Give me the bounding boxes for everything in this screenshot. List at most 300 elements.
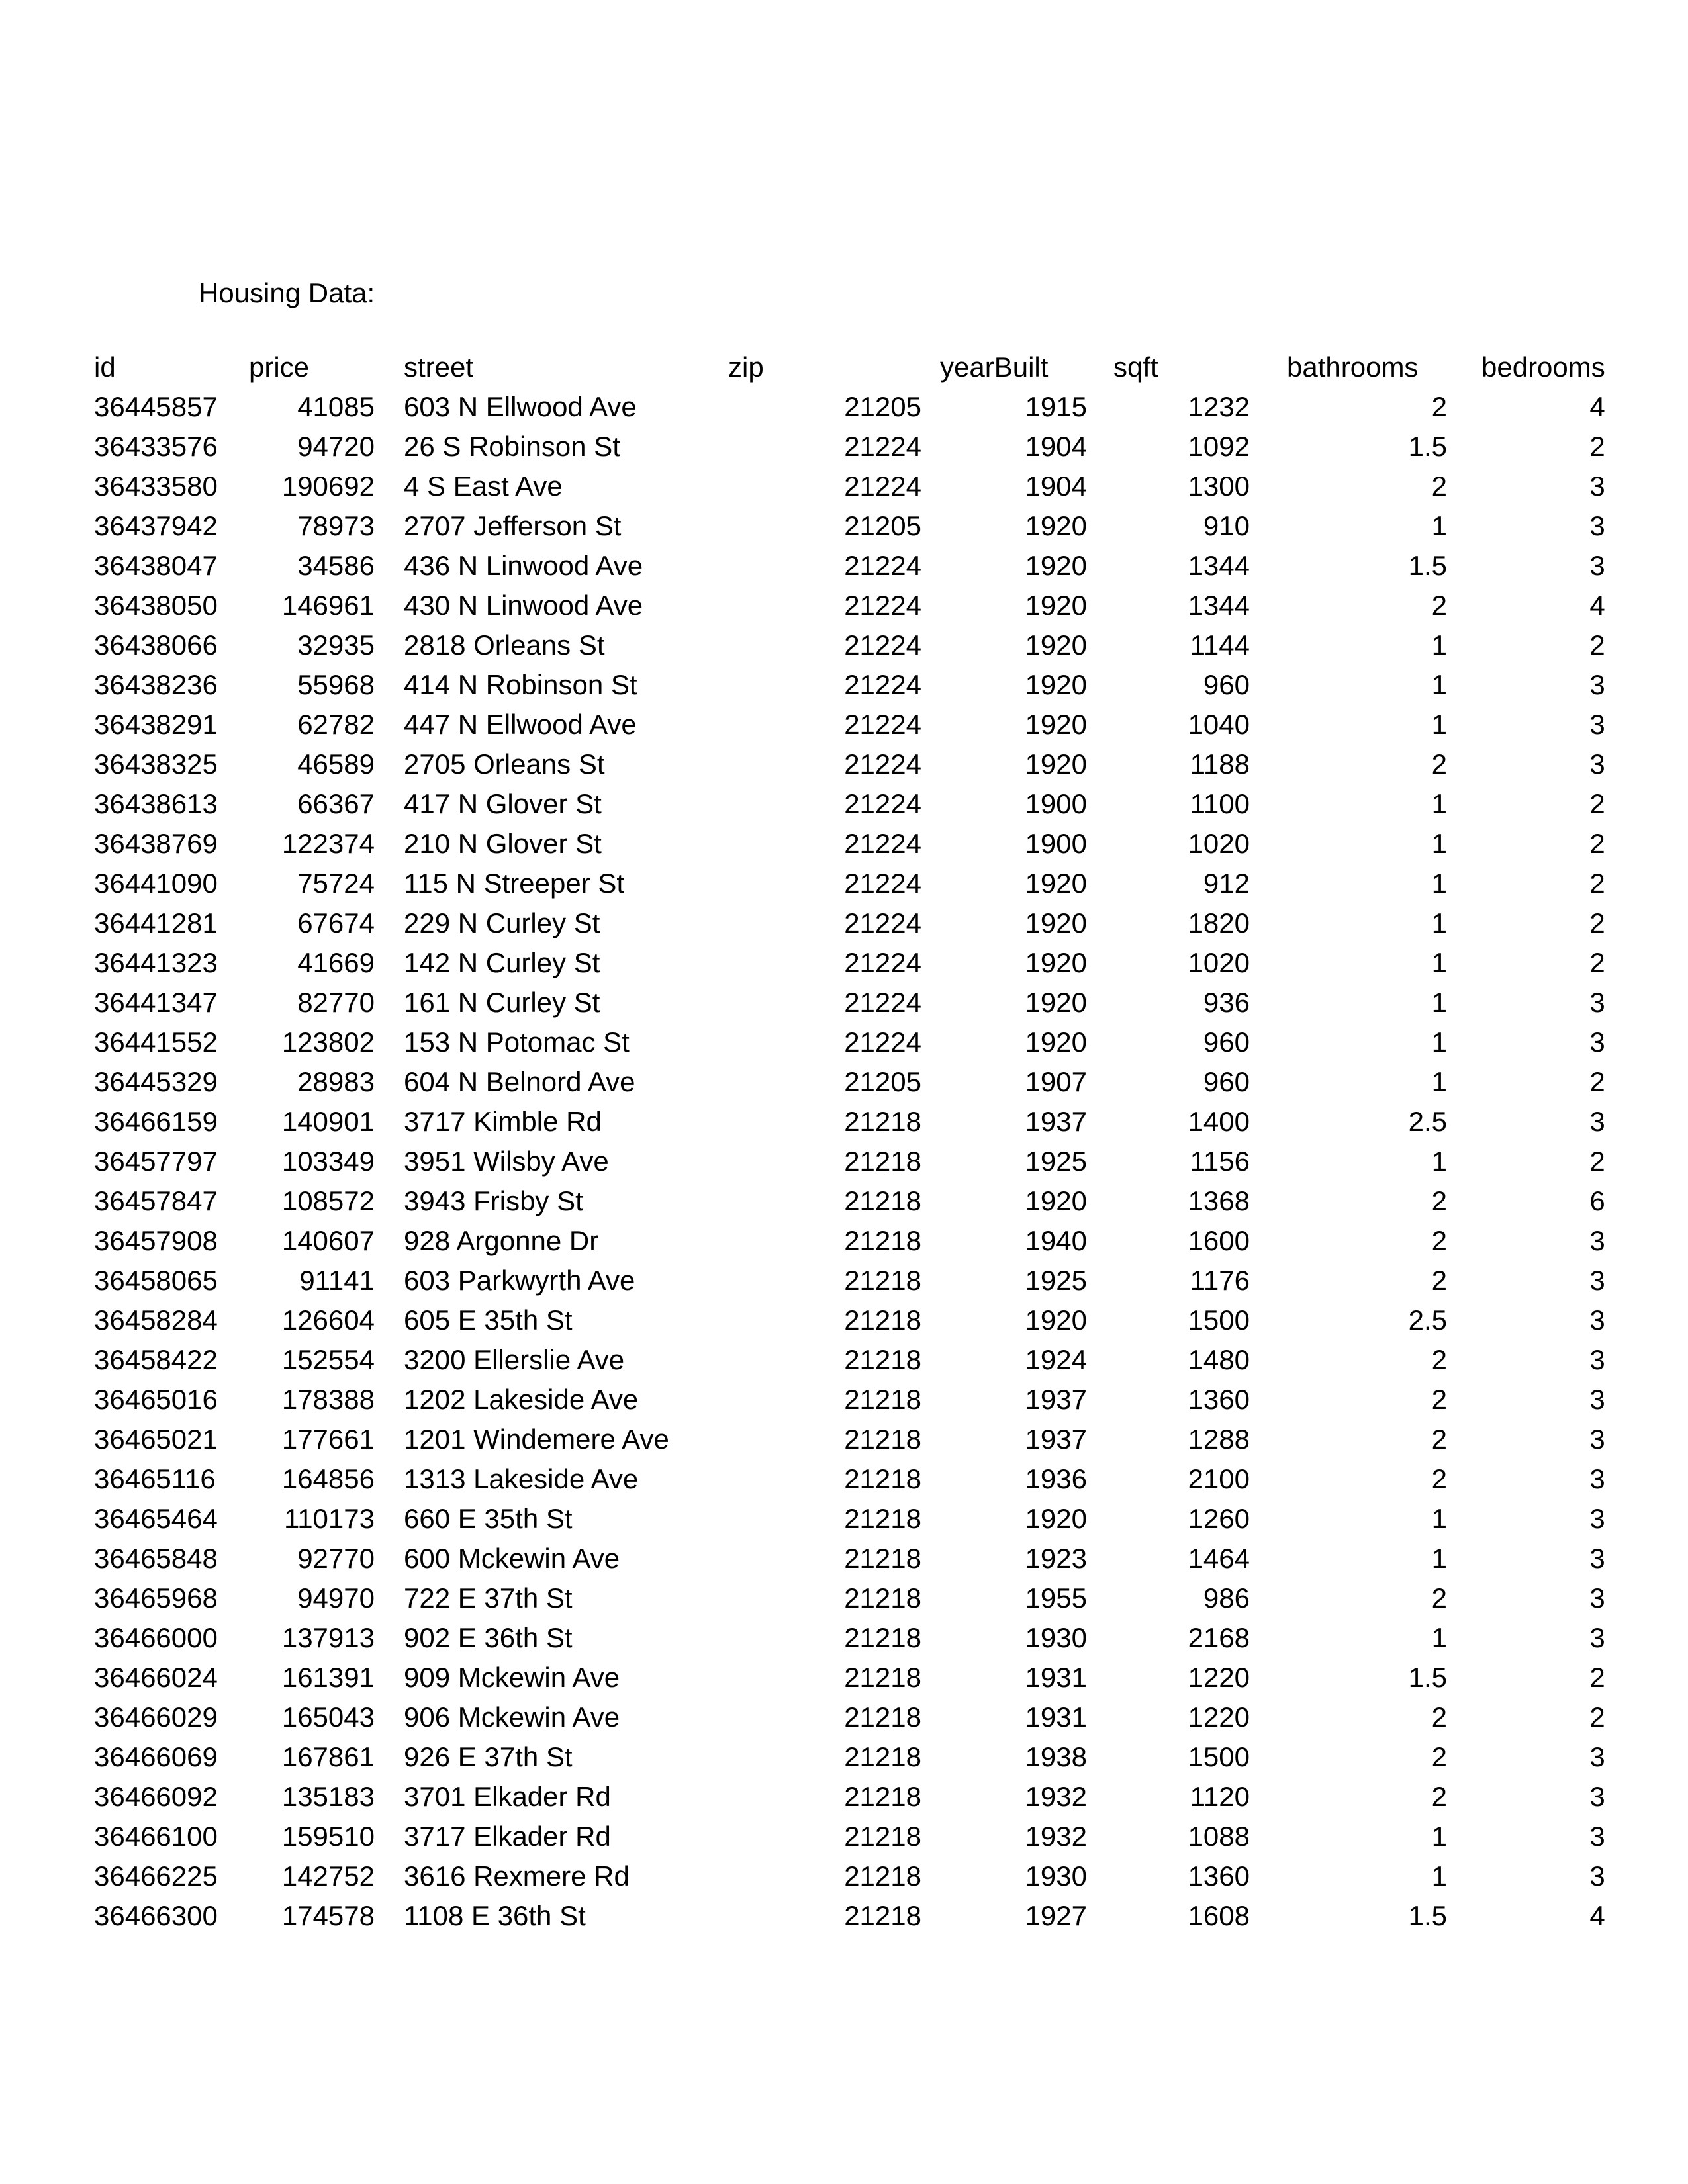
cell-street: 3717 Kimble Rd xyxy=(404,1106,602,1137)
table-row xyxy=(86,1181,1605,1221)
cell-bathrooms: 1 xyxy=(1431,1860,1447,1891)
cell-zip: 21205 xyxy=(844,391,921,422)
cell-street: 2707 Jefferson St xyxy=(404,510,622,541)
cell-bathrooms: 1 xyxy=(1431,788,1447,819)
table-row xyxy=(86,506,1605,546)
cell-bedrooms: 2 xyxy=(1589,947,1605,978)
cell-bathrooms: 1 xyxy=(1431,1622,1447,1653)
cell-street: 604 N Belnord Ave xyxy=(404,1066,635,1097)
cell-spacer xyxy=(375,903,404,943)
cell-bedrooms: 2 xyxy=(1589,1066,1605,1097)
cell-spacer xyxy=(375,784,404,824)
table-row xyxy=(86,1459,1605,1499)
cell-sqft: 1344 xyxy=(1188,590,1250,621)
cell-street: 2705 Orleans St xyxy=(404,749,605,780)
cell-sqft: 1156 xyxy=(1190,1146,1250,1177)
cell-id: 36466000 xyxy=(94,1622,218,1653)
cell-sqft: 1344 xyxy=(1188,550,1250,581)
cell-price: 135183 xyxy=(281,1781,375,1812)
cell-street: 3943 Frisby St xyxy=(404,1185,583,1216)
cell-price: 82770 xyxy=(297,987,375,1018)
cell-sqft: 1088 xyxy=(1188,1821,1250,1852)
cell-id: 36438236 xyxy=(94,669,218,700)
cell-zip: 21218 xyxy=(844,1702,921,1733)
table-row xyxy=(86,1499,1605,1539)
cell-zip: 21218 xyxy=(844,1622,921,1653)
cell-bathrooms: 1 xyxy=(1431,1066,1447,1097)
cell-id: 36466092 xyxy=(94,1781,218,1812)
cell-zip: 21224 xyxy=(844,471,921,502)
cell-bedrooms: 3 xyxy=(1589,1424,1605,1455)
cell-bathrooms: 2.5 xyxy=(1408,1304,1447,1336)
cell-bathrooms: 2 xyxy=(1431,1582,1447,1614)
cell-price: 67674 xyxy=(297,907,375,938)
cell-bedrooms: 3 xyxy=(1589,669,1605,700)
column-header-zip: zip xyxy=(728,351,764,383)
cell-bathrooms: 2 xyxy=(1431,1265,1447,1296)
cell-zip: 21218 xyxy=(844,1860,921,1891)
cell-yearbuilt: 1925 xyxy=(1025,1146,1087,1177)
cell-street: 436 N Linwood Ave xyxy=(404,550,643,581)
cell-id: 36441090 xyxy=(94,868,218,899)
cell-bathrooms: 1 xyxy=(1431,907,1447,938)
table-row xyxy=(86,1856,1605,1896)
cell-street: 902 E 36th St xyxy=(404,1622,573,1653)
cell-zip: 21218 xyxy=(844,1781,921,1812)
cell-bedrooms: 3 xyxy=(1589,1265,1605,1296)
cell-sqft: 1260 xyxy=(1188,1503,1250,1534)
cell-street: 3616 Rexmere Rd xyxy=(404,1860,630,1891)
cell-yearbuilt: 1930 xyxy=(1025,1622,1087,1653)
cell-spacer xyxy=(375,625,404,665)
cell-id: 36438613 xyxy=(94,788,218,819)
cell-id: 36457797 xyxy=(94,1146,218,1177)
cell-yearbuilt: 1927 xyxy=(1025,1900,1087,1931)
cell-yearbuilt: 1931 xyxy=(1025,1702,1087,1733)
cell-bedrooms: 3 xyxy=(1589,1463,1605,1494)
table-row xyxy=(86,943,1605,983)
cell-zip: 21224 xyxy=(844,947,921,978)
cell-bathrooms: 2 xyxy=(1431,1344,1447,1375)
column-header-street: street xyxy=(404,351,474,383)
cell-price: 178388 xyxy=(281,1384,375,1415)
table-row xyxy=(86,546,1605,586)
cell-sqft: 1300 xyxy=(1188,471,1250,502)
cell-zip: 21205 xyxy=(844,510,921,541)
cell-zip: 21218 xyxy=(844,1185,921,1216)
cell-yearbuilt: 1920 xyxy=(1025,629,1087,660)
cell-id: 36438050 xyxy=(94,590,218,621)
cell-id: 36438769 xyxy=(94,828,218,859)
cell-bathrooms: 2 xyxy=(1431,1702,1447,1733)
cell-zip: 21218 xyxy=(844,1582,921,1614)
table-row xyxy=(86,1340,1605,1380)
cell-yearbuilt: 1920 xyxy=(1025,1304,1087,1336)
cell-zip: 21218 xyxy=(844,1662,921,1693)
cell-id: 36466024 xyxy=(94,1662,218,1693)
cell-bedrooms: 3 xyxy=(1589,1821,1605,1852)
cell-price: 110173 xyxy=(283,1503,375,1534)
cell-sqft: 1500 xyxy=(1188,1304,1250,1336)
cell-yearbuilt: 1907 xyxy=(1025,1066,1087,1097)
table-row xyxy=(86,1380,1605,1420)
cell-id: 36466069 xyxy=(94,1741,218,1772)
cell-sqft: 986 xyxy=(1203,1582,1250,1614)
cell-spacer xyxy=(375,1340,404,1380)
cell-price: 159510 xyxy=(281,1821,375,1852)
cell-sqft: 1144 xyxy=(1190,629,1250,660)
cell-sqft: 1608 xyxy=(1188,1900,1250,1931)
cell-spacer xyxy=(375,1023,404,1062)
cell-id: 36466029 xyxy=(94,1702,218,1733)
cell-bedrooms: 3 xyxy=(1589,1384,1605,1415)
cell-street: 210 N Glover St xyxy=(404,828,602,859)
cell-spacer xyxy=(375,1221,404,1261)
cell-zip: 21218 xyxy=(844,1424,921,1455)
column-header-bathrooms: bathrooms xyxy=(1287,351,1419,383)
cell-spacer xyxy=(375,1817,404,1856)
table-row xyxy=(86,745,1605,784)
cell-street: 660 E 35th St xyxy=(404,1503,573,1534)
cell-bedrooms: 2 xyxy=(1589,1146,1605,1177)
cell-zip: 21218 xyxy=(844,1741,921,1772)
column-spacer xyxy=(375,347,404,387)
cell-bathrooms: 2 xyxy=(1431,1463,1447,1494)
cell-bathrooms: 1 xyxy=(1431,669,1447,700)
cell-bedrooms: 2 xyxy=(1589,868,1605,899)
cell-id: 36466300 xyxy=(94,1900,218,1931)
table-row xyxy=(86,1261,1605,1300)
cell-price: 142752 xyxy=(281,1860,375,1891)
cell-street: 1313 Lakeside Ave xyxy=(404,1463,639,1494)
cell-bedrooms: 3 xyxy=(1589,987,1605,1018)
cell-bathrooms: 2.5 xyxy=(1408,1106,1447,1137)
cell-price: 55968 xyxy=(297,669,375,700)
cell-price: 41669 xyxy=(297,947,375,978)
cell-zip: 21224 xyxy=(844,788,921,819)
cell-street: 605 E 35th St xyxy=(404,1304,573,1336)
cell-spacer xyxy=(375,1737,404,1777)
cell-zip: 21218 xyxy=(844,1900,921,1931)
cell-price: 177661 xyxy=(281,1424,375,1455)
cell-street: 229 N Curley St xyxy=(404,907,600,938)
cell-sqft: 910 xyxy=(1203,510,1250,541)
cell-spacer xyxy=(375,1261,404,1300)
table-row xyxy=(86,586,1605,625)
cell-sqft: 960 xyxy=(1203,1066,1250,1097)
cell-bedrooms: 2 xyxy=(1589,828,1605,859)
cell-bathrooms: 2 xyxy=(1431,1185,1447,1216)
table-row xyxy=(86,625,1605,665)
cell-street: 3701 Elkader Rd xyxy=(404,1781,611,1812)
cell-bathrooms: 2 xyxy=(1431,1781,1447,1812)
cell-spacer xyxy=(375,1420,404,1459)
cell-spacer xyxy=(375,1102,404,1142)
cell-bedrooms: 6 xyxy=(1589,1185,1605,1216)
cell-price: 190692 xyxy=(281,471,375,502)
column-header-yearbuilt: yearBuilt xyxy=(940,351,1049,383)
cell-spacer xyxy=(375,943,404,983)
cell-yearbuilt: 1923 xyxy=(1025,1543,1087,1574)
cell-bedrooms: 2 xyxy=(1589,1662,1605,1693)
table-row xyxy=(86,1420,1605,1459)
cell-id: 36458422 xyxy=(94,1344,218,1375)
cell-bathrooms: 1 xyxy=(1431,1543,1447,1574)
cell-bedrooms: 4 xyxy=(1589,590,1605,621)
table-row xyxy=(86,1737,1605,1777)
cell-street: 26 S Robinson St xyxy=(404,431,620,462)
table-row xyxy=(86,705,1605,745)
table-row xyxy=(86,983,1605,1023)
table-row xyxy=(86,467,1605,506)
cell-id: 36466159 xyxy=(94,1106,218,1137)
cell-bathrooms: 2 xyxy=(1431,1424,1447,1455)
cell-street: 926 E 37th St xyxy=(404,1741,573,1772)
cell-spacer xyxy=(375,1856,404,1896)
cell-yearbuilt: 1937 xyxy=(1025,1424,1087,1455)
cell-price: 92770 xyxy=(297,1543,375,1574)
cell-id: 36465021 xyxy=(94,1424,218,1455)
cell-spacer xyxy=(375,983,404,1023)
cell-zip: 21224 xyxy=(844,868,921,899)
table-row xyxy=(86,1023,1605,1062)
cell-street: 603 N Ellwood Ave xyxy=(404,391,637,422)
cell-sqft: 1020 xyxy=(1188,947,1250,978)
cell-sqft: 960 xyxy=(1203,1026,1250,1058)
cell-id: 36458284 xyxy=(94,1304,218,1336)
cell-price: 167861 xyxy=(281,1741,375,1772)
cell-spacer xyxy=(375,705,404,745)
cell-yearbuilt: 1900 xyxy=(1025,828,1087,859)
cell-yearbuilt: 1900 xyxy=(1025,788,1087,819)
cell-bathrooms: 2 xyxy=(1431,590,1447,621)
cell-bedrooms: 3 xyxy=(1589,1781,1605,1812)
cell-bedrooms: 3 xyxy=(1589,471,1605,502)
cell-id: 36433580 xyxy=(94,471,218,502)
cell-price: 34586 xyxy=(297,550,375,581)
cell-zip: 21218 xyxy=(844,1225,921,1256)
cell-bedrooms: 3 xyxy=(1589,510,1605,541)
cell-sqft: 1360 xyxy=(1188,1384,1250,1415)
cell-sqft: 1480 xyxy=(1188,1344,1250,1375)
cell-yearbuilt: 1955 xyxy=(1025,1582,1087,1614)
cell-street: 447 N Ellwood Ave xyxy=(404,709,637,740)
cell-street: 115 N Streeper St xyxy=(404,868,625,899)
cell-spacer xyxy=(375,745,404,784)
cell-price: 75724 xyxy=(297,868,375,899)
cell-zip: 21218 xyxy=(844,1344,921,1375)
cell-id: 36465016 xyxy=(94,1384,218,1415)
cell-price: 137913 xyxy=(281,1622,375,1653)
cell-zip: 21224 xyxy=(844,907,921,938)
cell-sqft: 1360 xyxy=(1188,1860,1250,1891)
cell-price: 123802 xyxy=(281,1026,375,1058)
cell-bathrooms: 1 xyxy=(1431,828,1447,859)
cell-id: 36437942 xyxy=(94,510,218,541)
column-header-price: price xyxy=(249,351,310,383)
cell-id: 36457908 xyxy=(94,1225,218,1256)
cell-sqft: 1220 xyxy=(1188,1662,1250,1693)
cell-zip: 21224 xyxy=(844,550,921,581)
cell-street: 1108 E 36th St xyxy=(404,1900,586,1931)
cell-spacer xyxy=(375,586,404,625)
cell-bathrooms: 1 xyxy=(1431,1026,1447,1058)
cell-sqft: 1464 xyxy=(1188,1543,1250,1574)
cell-zip: 21224 xyxy=(844,987,921,1018)
cell-zip: 21218 xyxy=(844,1384,921,1415)
cell-sqft: 1600 xyxy=(1188,1225,1250,1256)
cell-price: 94970 xyxy=(297,1582,375,1614)
cell-street: 1202 Lakeside Ave xyxy=(404,1384,639,1415)
cell-spacer xyxy=(375,1777,404,1817)
cell-spacer xyxy=(375,1539,404,1578)
cell-bedrooms: 3 xyxy=(1589,1860,1605,1891)
cell-zip: 21218 xyxy=(844,1265,921,1296)
cell-spacer xyxy=(375,1142,404,1181)
cell-spacer xyxy=(375,1300,404,1340)
cell-street: 161 N Curley St xyxy=(404,987,600,1018)
cell-bedrooms: 3 xyxy=(1589,749,1605,780)
cell-yearbuilt: 1932 xyxy=(1025,1781,1087,1812)
cell-price: 66367 xyxy=(297,788,375,819)
cell-bathrooms: 2 xyxy=(1431,1741,1447,1772)
cell-yearbuilt: 1920 xyxy=(1025,868,1087,899)
cell-yearbuilt: 1920 xyxy=(1025,510,1087,541)
cell-zip: 21224 xyxy=(844,629,921,660)
cell-spacer xyxy=(375,1062,404,1102)
cell-price: 140901 xyxy=(281,1106,375,1137)
cell-sqft: 1176 xyxy=(1190,1265,1250,1296)
cell-street: 928 Argonne Dr xyxy=(404,1225,599,1256)
cell-id: 36441281 xyxy=(94,907,218,938)
cell-yearbuilt: 1920 xyxy=(1025,947,1087,978)
cell-spacer xyxy=(375,1499,404,1539)
cell-street: 3717 Elkader Rd xyxy=(404,1821,611,1852)
cell-bathrooms: 1 xyxy=(1431,510,1447,541)
cell-street: 430 N Linwood Ave xyxy=(404,590,643,621)
table-row xyxy=(86,824,1605,864)
cell-yearbuilt: 1937 xyxy=(1025,1384,1087,1415)
cell-zip: 21205 xyxy=(844,1066,921,1097)
cell-zip: 21218 xyxy=(844,1146,921,1177)
table-row xyxy=(86,427,1605,467)
cell-id: 36458065 xyxy=(94,1265,218,1296)
cell-price: 103349 xyxy=(281,1146,375,1177)
cell-sqft: 1220 xyxy=(1188,1702,1250,1733)
cell-id: 36438291 xyxy=(94,709,218,740)
table-row xyxy=(86,1062,1605,1102)
housing-data-table xyxy=(86,347,1605,1936)
table-row xyxy=(86,665,1605,705)
table-row xyxy=(86,1618,1605,1658)
cell-sqft: 1188 xyxy=(1190,749,1250,780)
table-row xyxy=(86,1698,1605,1737)
cell-bathrooms: 1.5 xyxy=(1408,1662,1447,1693)
cell-id: 36465968 xyxy=(94,1582,218,1614)
cell-price: 126604 xyxy=(281,1304,375,1336)
cell-street: 417 N Glover St xyxy=(404,788,602,819)
cell-bathrooms: 2 xyxy=(1431,1225,1447,1256)
cell-sqft: 1400 xyxy=(1188,1106,1250,1137)
table-row xyxy=(86,1578,1605,1618)
cell-yearbuilt: 1931 xyxy=(1025,1662,1087,1693)
cell-sqft: 1288 xyxy=(1188,1424,1250,1455)
cell-price: 91141 xyxy=(299,1265,375,1296)
cell-bedrooms: 3 xyxy=(1589,1503,1605,1534)
table-row xyxy=(86,1817,1605,1856)
cell-yearbuilt: 1920 xyxy=(1025,709,1087,740)
cell-id: 36438066 xyxy=(94,629,218,660)
cell-street: 3951 Wilsby Ave xyxy=(404,1146,609,1177)
cell-street: 722 E 37th St xyxy=(404,1582,573,1614)
table-body xyxy=(86,387,1605,1936)
table-row xyxy=(86,1658,1605,1698)
cell-yearbuilt: 1936 xyxy=(1025,1463,1087,1494)
table-row xyxy=(86,1300,1605,1340)
cell-street: 2818 Orleans St xyxy=(404,629,605,660)
cell-spacer xyxy=(375,506,404,546)
cell-price: 94720 xyxy=(297,431,375,462)
cell-id: 36466225 xyxy=(94,1860,218,1891)
cell-yearbuilt: 1920 xyxy=(1025,1026,1087,1058)
cell-zip: 21218 xyxy=(844,1821,921,1852)
cell-bedrooms: 3 xyxy=(1589,1543,1605,1574)
column-header-bedrooms: bedrooms xyxy=(1481,351,1605,383)
cell-id: 36465848 xyxy=(94,1543,218,1574)
cell-bedrooms: 3 xyxy=(1589,1741,1605,1772)
cell-price: 164856 xyxy=(281,1463,375,1494)
cell-yearbuilt: 1940 xyxy=(1025,1225,1087,1256)
cell-id: 36441552 xyxy=(94,1026,218,1058)
cell-sqft: 912 xyxy=(1203,868,1250,899)
cell-bathrooms: 1 xyxy=(1431,1821,1447,1852)
cell-bathrooms: 2 xyxy=(1431,391,1447,422)
cell-yearbuilt: 1920 xyxy=(1025,1503,1087,1534)
cell-bedrooms: 3 xyxy=(1589,1106,1605,1137)
cell-id: 36466100 xyxy=(94,1821,218,1852)
cell-bathrooms: 1 xyxy=(1431,709,1447,740)
cell-price: 62782 xyxy=(297,709,375,740)
cell-bathrooms: 1.5 xyxy=(1408,1900,1447,1931)
cell-sqft: 936 xyxy=(1203,987,1250,1018)
cell-bathrooms: 1 xyxy=(1431,987,1447,1018)
cell-sqft: 1020 xyxy=(1188,828,1250,859)
cell-spacer xyxy=(375,1380,404,1420)
cell-bathrooms: 1 xyxy=(1431,868,1447,899)
cell-sqft: 1040 xyxy=(1188,709,1250,740)
cell-street: 4 S East Ave xyxy=(404,471,563,502)
cell-street: 142 N Curley St xyxy=(404,947,600,978)
cell-zip: 21224 xyxy=(844,828,921,859)
cell-spacer xyxy=(375,387,404,427)
cell-yearbuilt: 1937 xyxy=(1025,1106,1087,1137)
cell-zip: 21224 xyxy=(844,669,921,700)
table-row xyxy=(86,387,1605,427)
cell-sqft: 1092 xyxy=(1188,431,1250,462)
cell-spacer xyxy=(375,864,404,903)
cell-bedrooms: 4 xyxy=(1589,1900,1605,1931)
cell-spacer xyxy=(375,1181,404,1221)
cell-id: 36441347 xyxy=(94,987,218,1018)
cell-yearbuilt: 1920 xyxy=(1025,1185,1087,1216)
cell-yearbuilt: 1904 xyxy=(1025,431,1087,462)
cell-bedrooms: 3 xyxy=(1589,1026,1605,1058)
cell-spacer xyxy=(375,665,404,705)
cell-zip: 21218 xyxy=(844,1106,921,1137)
cell-sqft: 2100 xyxy=(1188,1463,1250,1494)
table-header-row xyxy=(86,347,1605,387)
cell-spacer xyxy=(375,1618,404,1658)
